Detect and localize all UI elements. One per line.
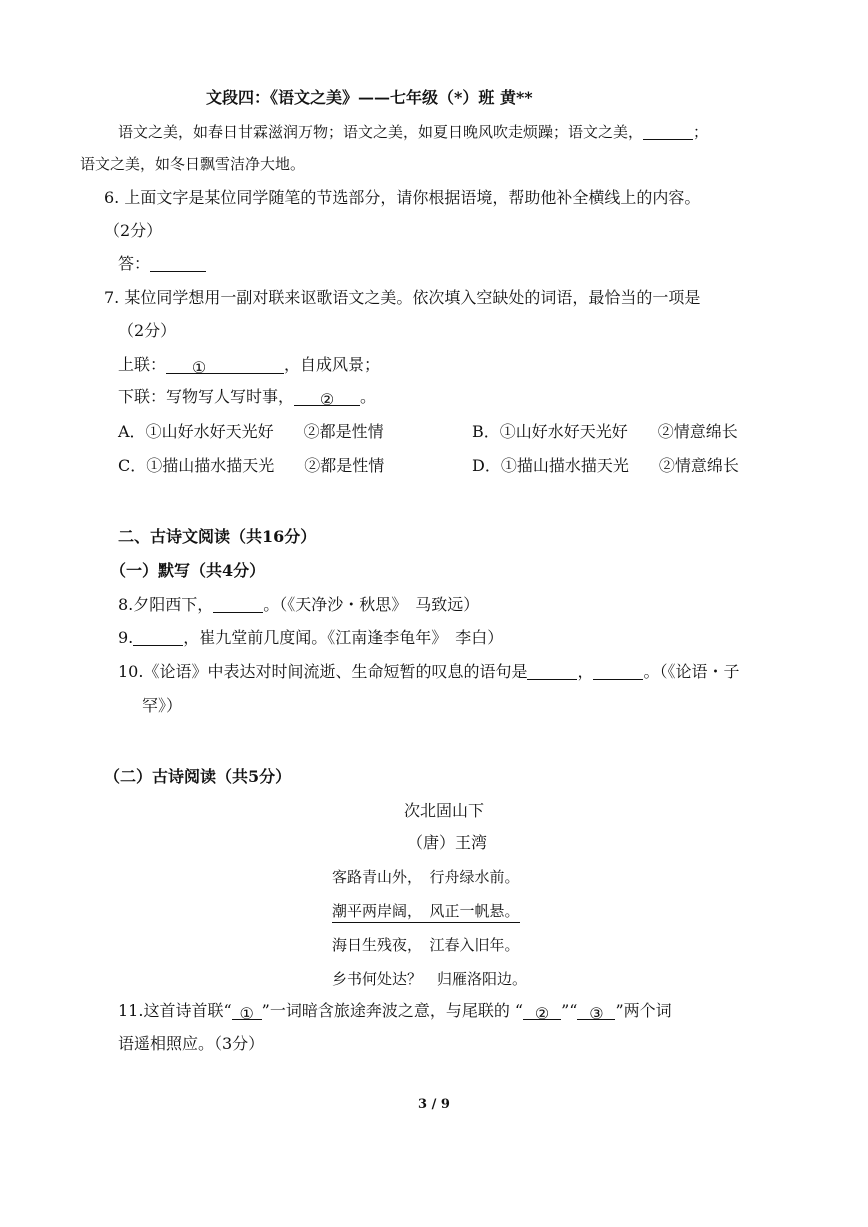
q11-mark-2: ② [534, 1004, 550, 1023]
q10-text: 10.《论语》中表达对时间流逝、生命短暂的叹息的语句是 [118, 662, 528, 681]
q11-blank-1[interactable] [232, 1003, 262, 1023]
question-7-score: （2分） [118, 321, 177, 340]
fill-blank[interactable] [643, 123, 693, 140]
section-2-title: 二、古诗文阅读（共16分） [118, 527, 317, 546]
option-part-1: ①描山描水描天光 [500, 456, 629, 475]
question-6-score: （2分） [104, 221, 163, 240]
q9-blank[interactable] [133, 629, 183, 646]
passage-text: 语文之美，如春日甘霖滋润万物；语文之美，如夏日晚风吹走烦躁；语文之美， [118, 123, 644, 141]
option-part-2: ②情意绵长 [658, 456, 739, 475]
q11-mark-3: ③ [589, 1004, 604, 1023]
q11-blank-2[interactable] [523, 1003, 561, 1023]
passage-semicolon: ； [693, 123, 709, 141]
option-c[interactable] [118, 455, 384, 477]
question-11-cont: 语遥相照应。（3分） [118, 1034, 265, 1053]
poem-line-3: 海日生残夜， 江春入旧年。 [332, 936, 520, 954]
q11-mark-1: ① [239, 1004, 254, 1023]
q10-blank-1[interactable] [527, 663, 577, 680]
couplet-lower [118, 386, 376, 408]
option-b[interactable] [472, 421, 738, 443]
q10-comma: ， [577, 662, 594, 681]
poem-line-4: 乡书何处达？ 归雁洛阳边。 [332, 970, 528, 988]
upper-mark: ① [191, 358, 207, 377]
page-number: 3 / 9 [418, 1097, 450, 1112]
poem-line-2: 潮平两岸阔， 风正一帆悬。 [332, 900, 520, 923]
poem-author: （唐）王湾 [406, 833, 487, 852]
poem-line-1: 客路青山外， 行舟绿水前。 [332, 868, 520, 886]
question-8 [118, 594, 479, 616]
q10-blank-2[interactable] [593, 663, 643, 680]
q10-source: 。（《论语・子 [643, 662, 740, 681]
q9-number: 9. [118, 628, 134, 647]
q11-text-3: ”两个词 [615, 1001, 672, 1020]
question-10-cont: 罕》） [142, 696, 183, 715]
question-11 [118, 1000, 672, 1022]
q11-text: 11.这首诗首联“ [118, 1001, 232, 1020]
question-6-answer [118, 253, 206, 275]
option-part-1: ①山好水好天光好 [145, 422, 274, 441]
q11-quotes: ”“ [561, 1001, 578, 1020]
lower-blank[interactable] [294, 389, 360, 409]
q11-text-2: ”一词暗含旅途奔波之意，与尾联的 “ [261, 1001, 524, 1020]
q8-source: 。（《天净沙・秋思》 马致远） [263, 595, 480, 614]
question-7: 7. 某位同学想用一副对联来讴歌语文之美。依次填入空缺处的词语，最恰当的一项是 [104, 288, 701, 307]
answer-blank[interactable] [150, 255, 206, 272]
passage-line-1 [118, 121, 708, 143]
upper-tail: ，自成风景； [284, 355, 381, 374]
option-part-1: ①山好水好天光好 [499, 422, 628, 441]
option-key: B． [472, 422, 500, 441]
option-part-2: ②都是性情 [304, 456, 385, 475]
section-2-part-2: （二）古诗阅读（共5分） [104, 767, 292, 786]
lower-tail: 。 [360, 387, 377, 406]
option-part-1: ①描山描水描天光 [146, 456, 275, 475]
option-a[interactable] [118, 421, 384, 443]
question-9 [118, 627, 503, 649]
option-d[interactable] [472, 455, 739, 477]
option-key: D． [472, 456, 501, 475]
poem-title: 次北固山下 [403, 801, 484, 820]
q11-blank-3[interactable] [577, 1003, 615, 1023]
q8-blank[interactable] [213, 596, 263, 613]
couplet-upper [118, 354, 380, 376]
option-part-2: ②情意绵长 [657, 422, 738, 441]
answer-label: 答： [118, 254, 151, 273]
option-key: A． [118, 422, 146, 441]
upper-blank[interactable] [166, 357, 284, 377]
question-10 [118, 661, 739, 683]
question-6: 6. 上面文字是某位同学随笔的节选部分，请你根据语境，帮助他补全横线上的内容。 [104, 188, 701, 207]
passage-header: 文段四：《语文之美》——七年级（*）班 黄** [206, 88, 533, 107]
lower-label: 下联：写物写人写时事， [118, 387, 295, 406]
option-part-2: ②都是性情 [303, 422, 384, 441]
upper-label: 上联： [118, 355, 167, 374]
lower-mark: ② [319, 390, 335, 409]
q8-text: 8.夕阳西下， [118, 595, 214, 614]
section-2-part-1: （一）默写（共4分） [110, 561, 266, 580]
q9-text: ，崔九堂前几度闻。《江南逢李龟年》 李白） [183, 628, 504, 647]
passage-line-2: 语文之美，如冬日飘雪洁净大地。 [80, 155, 306, 173]
option-key: C． [118, 456, 147, 475]
